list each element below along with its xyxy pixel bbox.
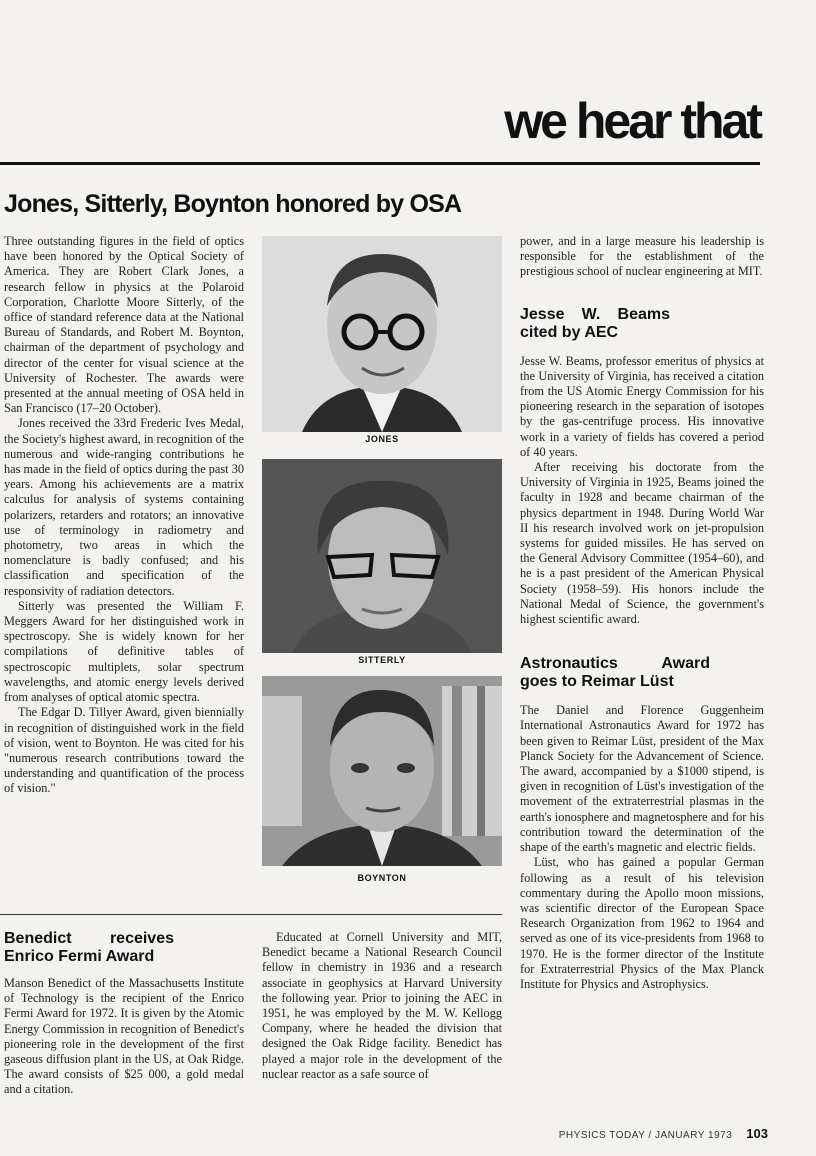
beams-heading: Jesse W. Beams cited by AEC bbox=[520, 305, 670, 341]
main-article-title: Jones, Sitterly, Boynton honored by OSA bbox=[4, 190, 462, 218]
caption-boynton: BOYNTON bbox=[357, 873, 407, 883]
left-paragraph: Jones received the 33rd Frederic Ives Medal, the Society's highest award, in recognition of the numerous and wide-ranging contributions he has made in the field of optics during the past 30 years. Among his achievements are a matrix calculus for analysis of systems containing polarizers, retarders and rotators; an innovative use of terminology in radiometry and photometry, two areas in which the nomenclature is badly confused; and his classification and specification of the responsivity of radiation detectors. bbox=[4, 416, 244, 598]
lust-paragraph: The Daniel and Florence Guggenheim International Astronautics Award for 1972 has been given to Reimar Lüst, president of the Max Planck Society for the Advancement of Science. The award, accompanied by a $1000 stipend, is given in recognition of Lüst's investigation of the movement of the extraterrestrial plasmas in the earth's ionosphere and magnetosphere and for his contribution toward the determination of the shape of the earth's magnetic and electric fields. bbox=[520, 703, 764, 855]
left-paragraph: Three outstanding figures in the field of optics have been honored by the Optical Society of America. They are Robert Clark Jones, a research fellow in physics at the Polaroid Corporation, Charlotte Moore Sitterly, of the office of standard reference data at the National Bureau of Standards, and Robert M. Boynton, chairman of the department of psychology and director of the center for visual science at the University of Rochester. The awards were presented at the annual meeting of OSA held in San Francisco (17–20 October). bbox=[4, 234, 244, 416]
page-footer bbox=[559, 1126, 768, 1141]
left-paragraph: Sitterly was presented the William F. Meggers Award for her distinguished work in spectroscopy. She is widely known for her compilations of definitive tables of spectroscopic multiplets, solar spectrum wavelengths, and atomic energy levels derived from analyses of optical atomic spectra. bbox=[4, 598, 244, 705]
benedict-paragraph: Educated at Cornell University and MIT, Benedict became a National Research Council fellow in chemistry in 1936 and a research associate in geophysics at Harvard University the following year. Prior to joining the AEC in 1951, he was employed by the M. W. Kellogg Company, where he headed the division that designed the Oak Ridge facility. Benedict has played a major role in the development of the nuclear reactor as a safe source of bbox=[262, 930, 502, 1081]
beams-paragraph: After receiving his doctorate from the University of Virginia in 1925, Beams joined the faculty in 1928 and became chairman of the physics department in 1948. During World War II his research involved work on jet-propulsion systems for guided missiles. He has served on the General Advisory Committee (1954–60), and he is a past president of the American Physical Society (1958–59). His honors include the National Medal of Science, the government's highest scientific award. bbox=[520, 460, 764, 627]
left-paragraph: The Edgar D. Tillyer Award, given biennially in recognition of distinguished work in the field of vision, went to Boynton. He was cited for his "numerous research contributions toward the understanding and quantification of the process of vision." bbox=[4, 705, 244, 796]
benedict-heading: Benedict receives Enrico Fermi Award bbox=[4, 930, 174, 965]
photo-boynton bbox=[262, 676, 502, 866]
benedict-column-right bbox=[262, 930, 502, 1082]
section-divider bbox=[0, 914, 502, 915]
lust-heading: Astronautics Award goes to Reimar Lüst bbox=[520, 655, 710, 691]
right-intro-paragraph: power, and in a large measure his leadership is responsible for the establishment of the prestigious school of nuclear engineering at MIT. bbox=[520, 234, 764, 279]
section-header: we hear that bbox=[504, 93, 760, 149]
journal-info: PHYSICS TODAY / JANUARY 1973 bbox=[558, 1130, 733, 1141]
page-number: 103 bbox=[746, 1126, 768, 1141]
photo-jones bbox=[262, 236, 502, 432]
lust-paragraph: Lüst, who has gained a popular German following as a result of his television commentary during the Apollo moon missions, was scientific director of the European Space Research Organization from 1962 to 1964 and served as one of its vice-presidents from 1968 to 1970. He is the former director of the Institute for Extraterrestrial Physics of the Max Planck Institute for Physics and Astrophysics. bbox=[520, 855, 764, 991]
benedict-paragraph: Manson Benedict of the Massachusetts Institute of Technology is the recipient of the Enrico Fermi Award for 1972. It is given by the Atomic Energy Commission in recognition of Benedict's pioneering role in the development of the first gaseous diffusion plant in the US, at Oak Ridge. The award consists of $25 000, a gold medal and a citation. bbox=[4, 976, 244, 1097]
right-column bbox=[520, 234, 764, 992]
photo-sitterly bbox=[262, 459, 502, 653]
header-rule bbox=[0, 162, 760, 165]
caption-sitterly: SITTERLY bbox=[358, 655, 406, 665]
left-column bbox=[4, 234, 244, 797]
caption-jones: JONES bbox=[365, 434, 399, 444]
beams-paragraph: Jesse W. Beams, professor emeritus of physics at the University of Virginia, has received a citation from the US Atomic Energy Commission for his pioneering research in the separation of isotopes by the gas-centrifuge process. His innovative work in a variety of fields has covered a period of 40 years. bbox=[520, 353, 764, 459]
benedict-column-left bbox=[4, 930, 244, 1098]
